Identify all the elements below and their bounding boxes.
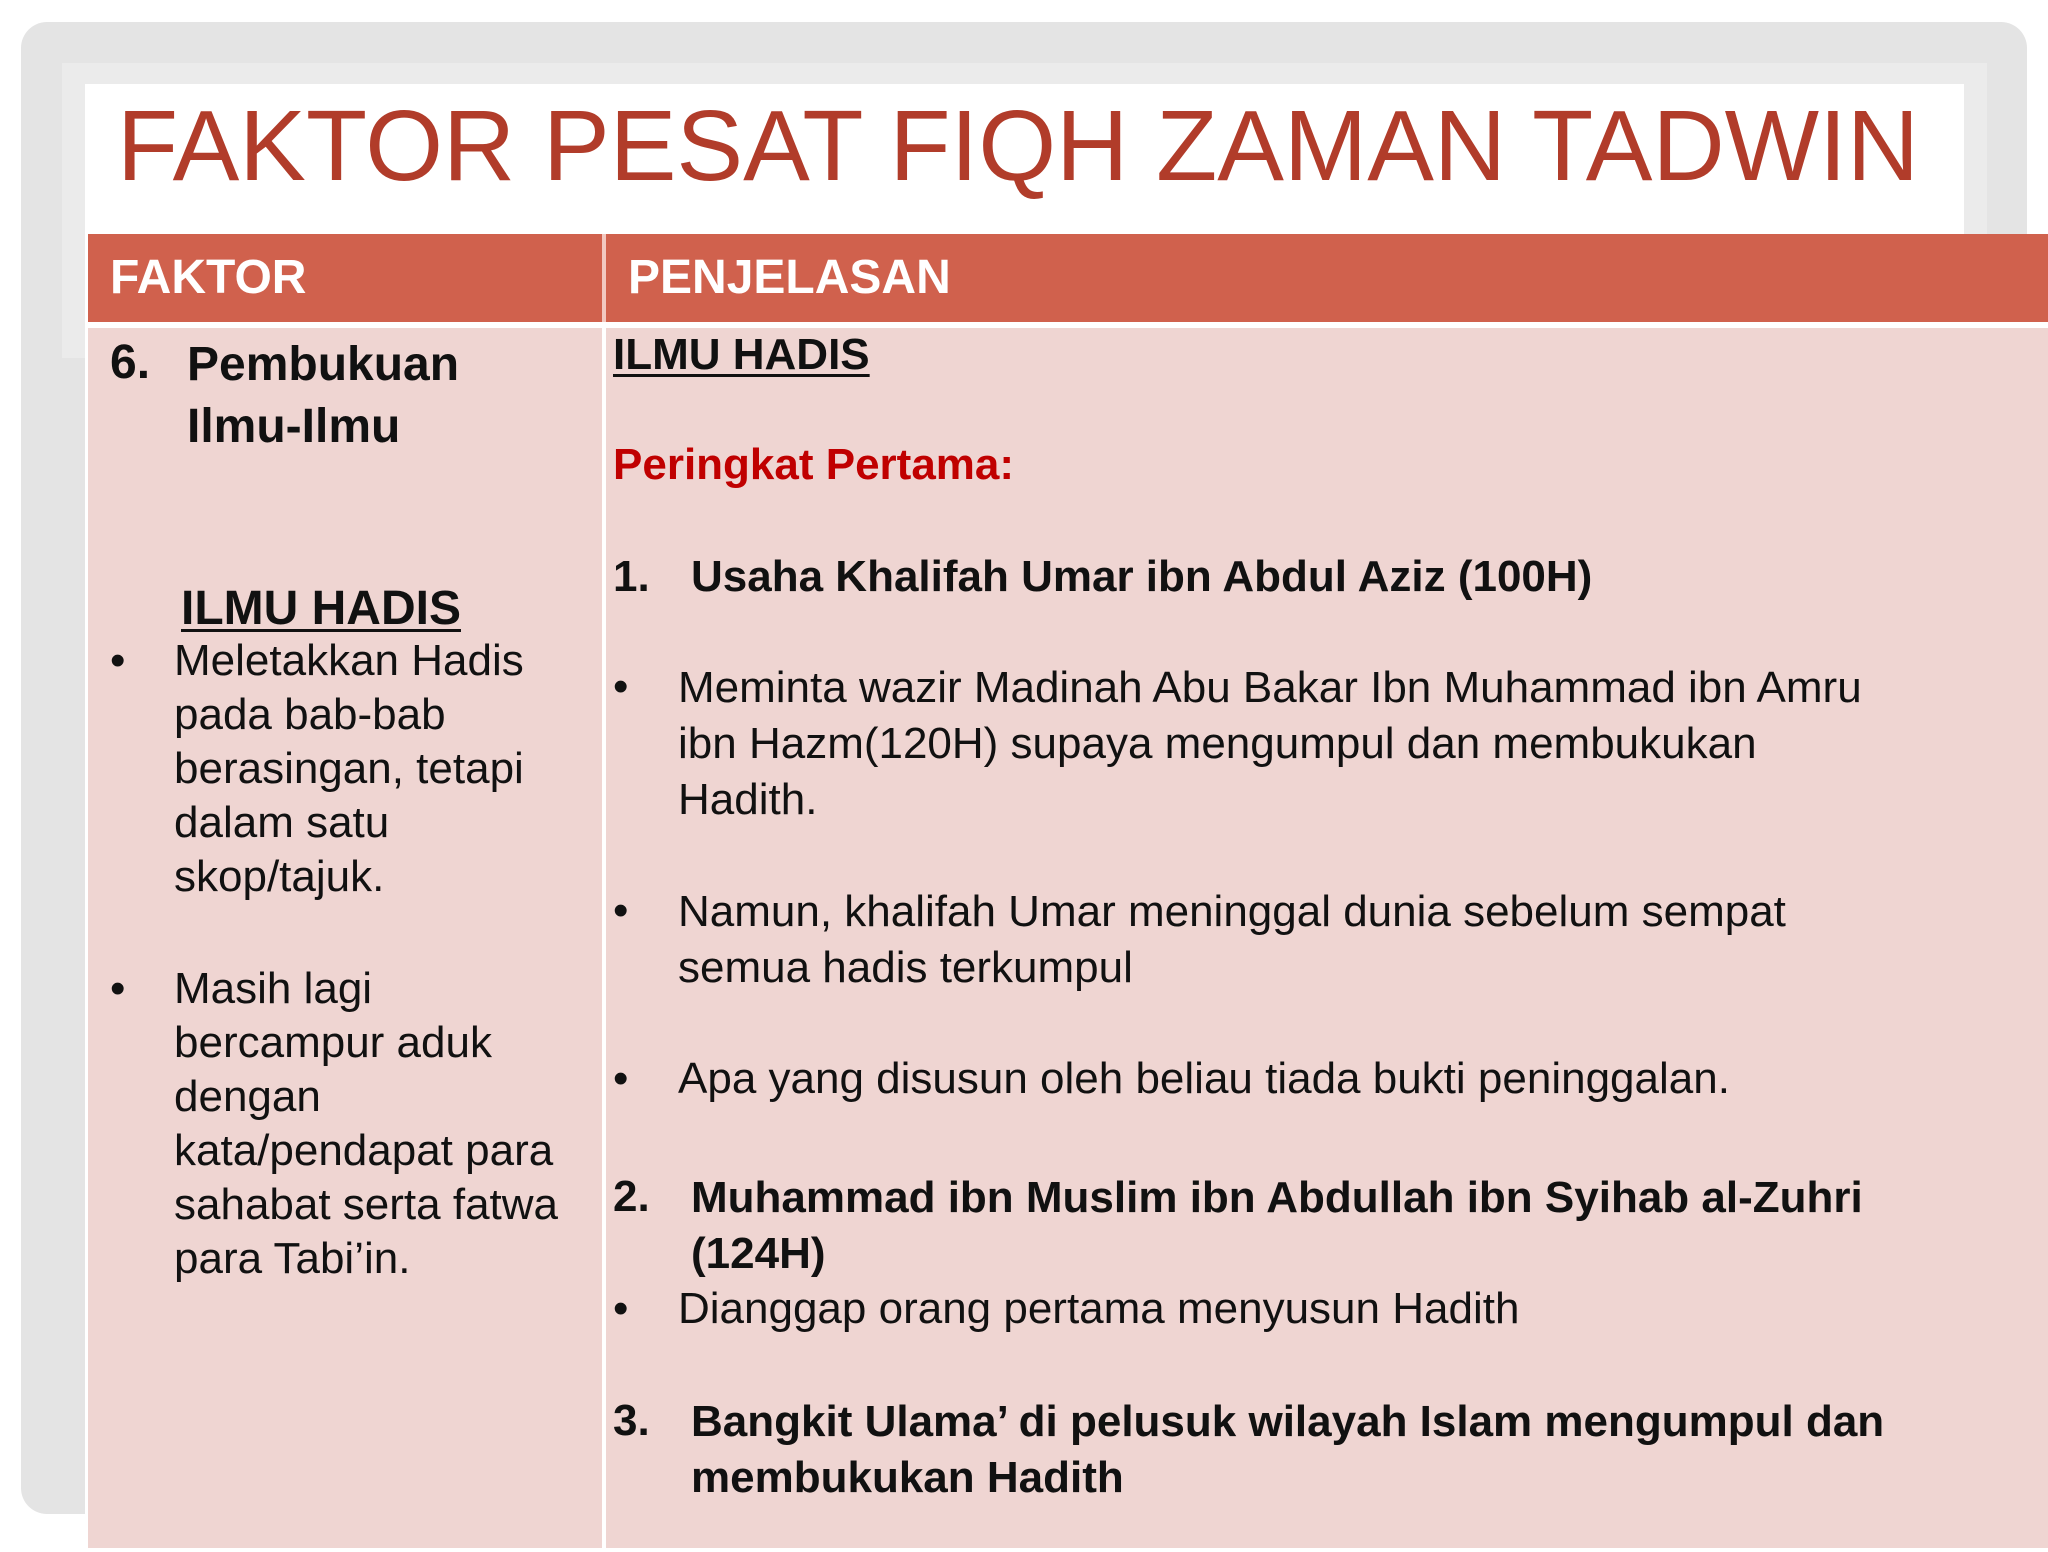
item-title-line: (124H) <box>691 1229 826 1278</box>
factor-number: 6. <box>110 336 151 389</box>
right-heading: ILMU HADIS <box>613 330 870 379</box>
bullet-line: Masih lagi <box>174 964 373 1013</box>
bullet-line: semua hadis terkumpul <box>678 943 1133 992</box>
item-title: Usaha Khalifah Umar ibn Abdul Aziz (100H) <box>691 552 1593 601</box>
slide-title: FAKTOR PESAT FIQH ZAMAN TADWIN <box>117 90 1920 202</box>
content-table <box>88 234 2008 1544</box>
left-subheading: ILMU HADIS <box>181 582 461 635</box>
item-number: 2. <box>613 1172 650 1221</box>
bullet-icon: • <box>110 964 126 1013</box>
bullet-line: sahabat serta fatwa <box>174 1180 559 1229</box>
bullet-line: Hadith. <box>678 775 818 824</box>
factor-title <box>187 334 459 458</box>
bullet-line: dalam satu <box>174 798 390 847</box>
right-bullet-text <box>678 884 1786 996</box>
bullet-line: berasingan, tetapi <box>174 744 524 793</box>
bullet-line: skop/tajuk. <box>174 852 385 901</box>
right-bullet-text: Dianggap orang pertama menyusun Hadith <box>678 1284 1520 1333</box>
bullet-line: Meletakkan Hadis <box>174 636 524 685</box>
header-faktor: FAKTOR <box>88 234 602 322</box>
item-title-line: membukukan Hadith <box>691 1453 1124 1502</box>
bullet-icon: • <box>613 1054 629 1103</box>
bullet-line: ibn Hazm(120H) supaya mengumpul dan membukukan <box>678 719 1757 768</box>
bullet-line: dengan <box>174 1072 321 1121</box>
bullet-line: Meminta wazir Madinah Abu Bakar Ibn Muhammad ibn Amru <box>678 663 1862 712</box>
right-bullet-text: Apa yang disusun oleh beliau tiada bukti peninggalan. <box>678 1054 1730 1103</box>
bullet-icon: • <box>110 636 126 685</box>
stage-heading: Peringkat Pertama: <box>613 440 1015 489</box>
header-penjelasan: PENJELASAN <box>606 234 2048 322</box>
item-title <box>691 1394 1884 1506</box>
item-title-line: Bangkit Ulama’ di pelusuk wilayah Islam mengumpul dan <box>691 1397 1885 1446</box>
left-bullet-text <box>174 634 524 904</box>
item-number: 1. <box>613 552 650 601</box>
bullet-line: kata/pendapat para <box>174 1126 554 1175</box>
bullet-line: pada bab-bab <box>174 690 446 739</box>
factor-title-line: Ilmu-Ilmu <box>187 400 401 453</box>
left-bullet-text <box>174 962 558 1286</box>
bullet-line: para Tabi’in. <box>174 1234 411 1283</box>
bullet-icon: • <box>613 662 629 711</box>
faktor-cell <box>88 328 602 1548</box>
item-title <box>691 1170 1863 1282</box>
factor-title-line: Pembukuan <box>187 338 460 391</box>
bullet-icon: • <box>613 886 629 935</box>
item-number: 3. <box>613 1396 650 1445</box>
bullet-icon: • <box>613 1284 629 1333</box>
item-title-line: Muhammad ibn Muslim ibn Abdullah ibn Syihab al-Zuhri <box>691 1173 1863 1222</box>
right-bullet-text <box>678 660 1862 828</box>
bullet-line: Namun, khalifah Umar meninggal dunia sebelum sempat <box>678 887 1786 936</box>
penjelasan-cell <box>606 328 2048 1548</box>
bullet-line: bercampur aduk <box>174 1018 492 1067</box>
